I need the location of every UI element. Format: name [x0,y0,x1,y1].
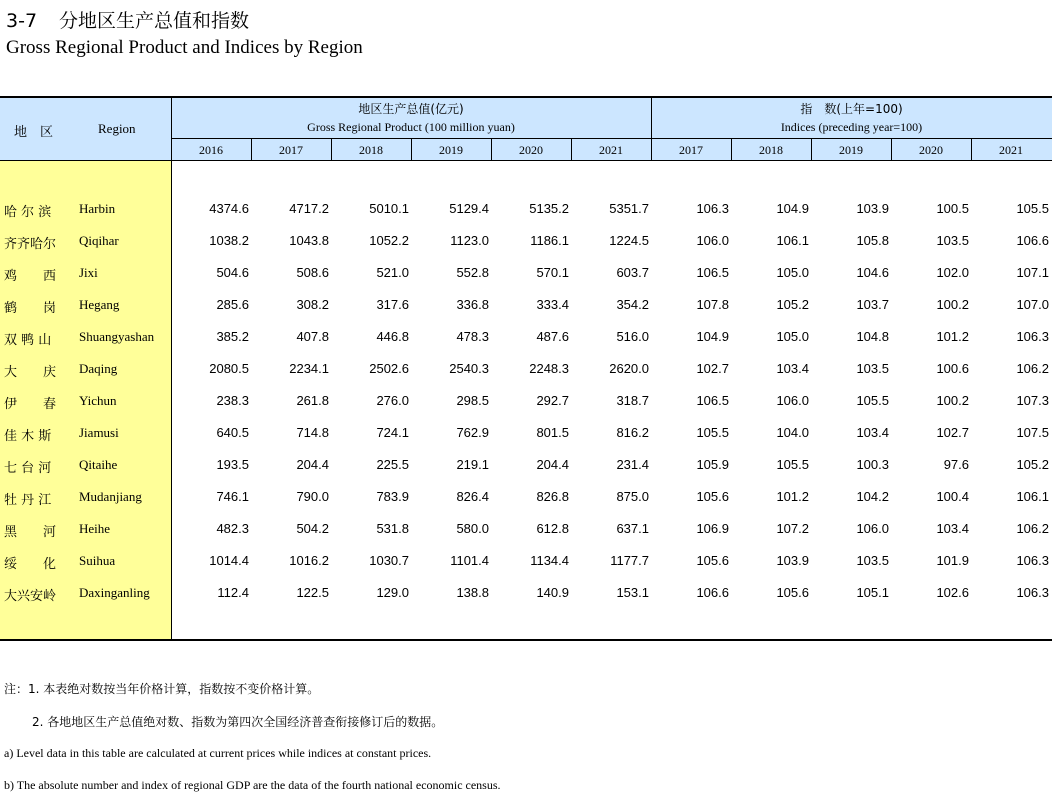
idx-year-header: 2019 [839,143,863,157]
index-value-cell: 103.9 [856,201,889,216]
grp-value-cell: 2248.3 [529,361,569,376]
grp-value-cell: 285.6 [216,297,249,312]
region-name-en: Mudanjiang [79,489,142,504]
table-title-cn-text: 分地区生产总值和指数 [59,10,250,32]
region-name-cn: 伊 春 [4,397,57,412]
grp-value-cell: 826.8 [536,489,569,504]
grp-value-cell: 516.0 [616,329,649,344]
index-value-cell: 105.6 [696,553,729,568]
grp-value-cell: 129.0 [376,585,409,600]
grp-value-cell: 225.5 [376,457,409,472]
index-value-cell: 106.2 [1016,521,1049,536]
grp-value-cell: 816.2 [616,425,649,440]
grp-value-cell: 261.8 [296,393,329,408]
grp-value-cell: 1123.0 [450,233,489,248]
index-value-cell: 105.9 [696,457,729,472]
index-value-cell: 105.0 [776,329,809,344]
grp-value-cell: 112.4 [217,585,249,600]
index-value-cell: 105.6 [696,489,729,504]
grp-value-cell: 603.7 [616,265,649,280]
index-value-cell: 103.4 [936,521,969,536]
grp-value-cell: 1134.4 [530,553,569,568]
grp-value-cell: 298.5 [456,393,489,408]
grp-value-cell: 219.1 [456,457,489,472]
region-name-cn: 双 鸭 山 [4,333,52,348]
grp-year-header: 2016 [199,143,223,157]
index-value-cell: 104.8 [856,329,889,344]
index-value-cell: 104.2 [856,489,889,504]
index-value-cell: 106.3 [696,201,729,216]
grp-value-cell: 570.1 [536,265,569,280]
grp-value-cell: 2234.1 [289,361,329,376]
index-value-cell: 105.2 [1016,457,1049,472]
region-name-en: Daqing [79,361,118,376]
region-name-en: Qitaihe [79,457,118,472]
region-name-en: Jiamusi [79,425,119,440]
region-name-cn: 大 庆 [4,365,57,380]
region-en-header: Region [98,121,136,136]
grp-value-cell: 276.0 [376,393,409,408]
grp-value-cell: 1030.7 [369,553,409,568]
grp-value-cell: 4374.6 [209,201,249,216]
table-number: 3-7 [6,10,38,32]
index-value-cell: 100.2 [936,393,969,408]
grp-value-cell: 333.4 [536,297,569,312]
index-value-cell: 103.9 [776,553,809,568]
index-value-cell: 106.6 [696,585,729,600]
grp-value-cell: 4717.2 [289,201,329,216]
grp-value-cell: 875.0 [616,489,649,504]
grp-value-cell: 1016.2 [289,553,329,568]
grp-value-cell: 482.3 [216,521,249,536]
index-value-cell: 101.2 [776,489,809,504]
index-value-cell: 106.0 [696,233,729,248]
grp-value-cell: 5010.1 [369,201,409,216]
grp-value-cell: 292.7 [536,393,569,408]
grp-value-cell: 336.8 [456,297,489,312]
region-cn-header: 地 区 [14,125,54,140]
grp-value-cell: 2080.5 [209,361,249,376]
index-value-cell: 106.6 [1016,233,1049,248]
grp-value-cell: 746.1 [216,489,249,504]
grp-cn-header: 地区生产总值(亿元) [358,102,464,116]
grp-value-cell: 446.8 [376,329,409,344]
data-table [0,96,1052,641]
grp-value-cell: 407.8 [296,329,329,344]
table-title-en: Gross Regional Product and Indices by Region [6,37,363,58]
index-value-cell: 102.0 [936,265,969,280]
grp-value-cell: 2502.6 [369,361,409,376]
index-value-cell: 103.5 [856,361,889,376]
index-value-cell: 100.6 [936,361,969,376]
region-name-en: Suihua [79,553,116,568]
index-value-cell: 107.1 [1016,265,1049,280]
region-name-en: Qiqihar [79,233,119,248]
index-value-cell: 104.0 [776,425,809,440]
grp-value-cell: 193.5 [216,457,249,472]
index-value-cell: 104.6 [856,265,889,280]
grp-value-cell: 1224.5 [609,233,649,248]
grp-value-cell: 580.0 [456,521,489,536]
index-value-cell: 106.3 [1016,585,1049,600]
table-top-rule [0,96,1052,98]
note-4: b) The absolute number and index of regional GDP are the data of the fourth national economic census. [4,778,501,792]
grp-value-cell: 354.2 [616,297,649,312]
grp-year-header: 2019 [439,143,463,157]
index-value-cell: 102.7 [696,361,729,376]
grp-value-cell: 714.8 [296,425,329,440]
grp-value-cell: 504.2 [296,521,329,536]
index-value-cell: 107.5 [1016,425,1049,440]
grp-value-cell: 801.5 [536,425,569,440]
index-value-cell: 106.3 [1016,553,1049,568]
index-value-cell: 105.5 [696,425,729,440]
idx-year-header: 2021 [999,143,1023,157]
grp-value-cell: 231.4 [616,457,649,472]
grp-value-cell: 204.4 [536,457,569,472]
grp-value-cell: 308.2 [296,297,329,312]
grp-value-cell: 204.4 [296,457,329,472]
grp-year-header: 2021 [599,143,623,157]
grp-value-cell: 790.0 [296,489,329,504]
region-name-cn: 齐齐哈尔 [4,237,57,252]
region-name-cn: 牡 丹 江 [4,493,52,508]
index-value-cell: 105.1 [856,585,889,600]
note-2: 2. 各地地区生产总值绝对数、指数为第四次全国经济普查衔接修订后的数据。 [32,715,444,729]
index-value-cell: 105.6 [776,585,809,600]
index-value-cell: 106.3 [1016,329,1049,344]
header-bottom-rule [0,160,1052,161]
grp-value-cell: 153.1 [616,585,649,600]
region-name-en: Harbin [79,201,116,216]
grp-value-cell: 2540.3 [449,361,489,376]
index-value-cell: 106.9 [696,521,729,536]
index-value-cell: 107.8 [696,297,729,312]
region-name-cn: 哈 尔 滨 [4,205,52,220]
grp-value-cell: 2620.0 [609,361,649,376]
grp-year-header: 2017 [279,143,303,157]
grp-value-cell: 478.3 [456,329,489,344]
header-divider [171,138,1052,139]
index-value-cell: 100.2 [936,297,969,312]
index-value-cell: 103.7 [856,297,889,312]
grp-value-cell: 762.9 [456,425,489,440]
region-name-en: Heihe [79,521,111,536]
region-name-en: Yichun [79,393,117,408]
index-value-cell: 107.3 [1016,393,1049,408]
index-value-cell: 105.5 [1016,201,1049,216]
grp-value-cell: 5129.4 [449,201,489,216]
index-value-cell: 105.5 [856,393,889,408]
region-name-cn: 绥 化 [4,557,57,572]
region-name-en: Daxinganling [79,585,150,600]
note-3: a) Level data in this table are calculated at current prices while indices at constant prices. [4,746,432,760]
index-value-cell: 106.5 [696,265,729,280]
grp-value-cell: 385.2 [216,329,249,344]
region-name-cn: 大兴安岭 [4,589,57,604]
index-value-cell: 103.4 [856,425,889,440]
index-value-cell: 104.9 [776,201,809,216]
index-value-cell: 104.9 [696,329,729,344]
table-bottom-rule [0,639,1052,641]
grp-value-cell: 317.6 [376,297,409,312]
grp-value-cell: 521.0 [376,265,409,280]
index-value-cell: 97.6 [943,457,969,472]
grp-value-cell: 138.8 [456,585,489,600]
grp-value-cell: 783.9 [376,489,409,504]
grp-value-cell: 140.9 [536,585,569,600]
grp-value-cell: 1043.8 [289,233,329,248]
idx-cn-header: 指 数(上年=100) [800,102,903,116]
index-value-cell: 107.0 [1016,297,1049,312]
grp-value-cell: 5135.2 [529,201,569,216]
index-value-cell: 106.5 [696,393,729,408]
region-name-cn: 佳 木 斯 [4,429,52,444]
index-value-cell: 105.5 [776,457,809,472]
index-value-cell: 103.5 [936,233,969,248]
grp-value-cell: 637.1 [616,521,649,536]
index-value-cell: 106.1 [776,233,809,248]
grp-value-cell: 504.6 [216,265,249,280]
index-value-cell: 100.5 [936,201,969,216]
index-value-cell: 105.2 [776,297,809,312]
grp-value-cell: 318.7 [616,393,649,408]
idx-en-header: Indices (preceding year=100) [780,120,923,134]
region-name-en: Jixi [79,265,98,280]
index-value-cell: 103.5 [856,553,889,568]
region-name-en: Shuangyashan [79,329,155,344]
index-value-cell: 101.9 [936,553,969,568]
grp-value-cell: 1038.2 [209,233,249,248]
index-value-cell: 102.7 [936,425,969,440]
grp-value-cell: 1177.7 [610,553,649,568]
grp-value-cell: 487.6 [536,329,569,344]
region-name-cn: 七 台 河 [4,461,52,476]
idx-year-header: 2020 [919,143,943,157]
grp-value-cell: 5351.7 [609,201,649,216]
index-value-cell: 105.8 [856,233,889,248]
grp-value-cell: 826.4 [456,489,489,504]
index-value-cell: 105.0 [776,265,809,280]
grp-value-cell: 612.8 [536,521,569,536]
index-value-cell: 106.0 [856,521,889,536]
idx-year-header: 2017 [679,143,703,157]
grp-value-cell: 640.5 [216,425,249,440]
grp-value-cell: 531.8 [376,521,409,536]
grp-value-cell: 508.6 [296,265,329,280]
grp-value-cell: 238.3 [216,393,249,408]
index-value-cell: 103.4 [776,361,809,376]
grp-year-header: 2018 [359,143,383,157]
grp-year-header: 2020 [519,143,543,157]
grp-value-cell: 1186.1 [530,233,569,248]
index-value-cell: 101.2 [936,329,969,344]
grp-en-header: Gross Regional Product (100 million yuan) [307,120,515,134]
region-name-cn: 鸡 西 [4,269,57,284]
index-value-cell: 102.6 [936,585,969,600]
index-value-cell: 100.4 [936,489,969,504]
grp-value-cell: 1101.4 [450,553,489,568]
index-value-cell: 107.2 [776,521,809,536]
grp-value-cell: 122.5 [296,585,329,600]
index-value-cell: 106.1 [1016,489,1049,504]
grp-value-cell: 1052.2 [369,233,409,248]
grp-value-cell: 552.8 [456,265,489,280]
table-title-cn [6,6,249,33]
region-name-cn: 黑 河 [4,525,57,540]
note-1: 注：1. 本表绝对数按当年价格计算，指数按不变价格计算。 [4,682,320,696]
grp-value-cell: 1014.4 [209,553,249,568]
index-value-cell: 106.0 [776,393,809,408]
region-name-en: Hegang [79,297,120,312]
grp-value-cell: 724.1 [376,425,409,440]
index-value-cell: 100.3 [856,457,889,472]
idx-year-header: 2018 [759,143,783,157]
index-value-cell: 106.2 [1016,361,1049,376]
region-name-cn: 鹤 岗 [4,301,57,316]
